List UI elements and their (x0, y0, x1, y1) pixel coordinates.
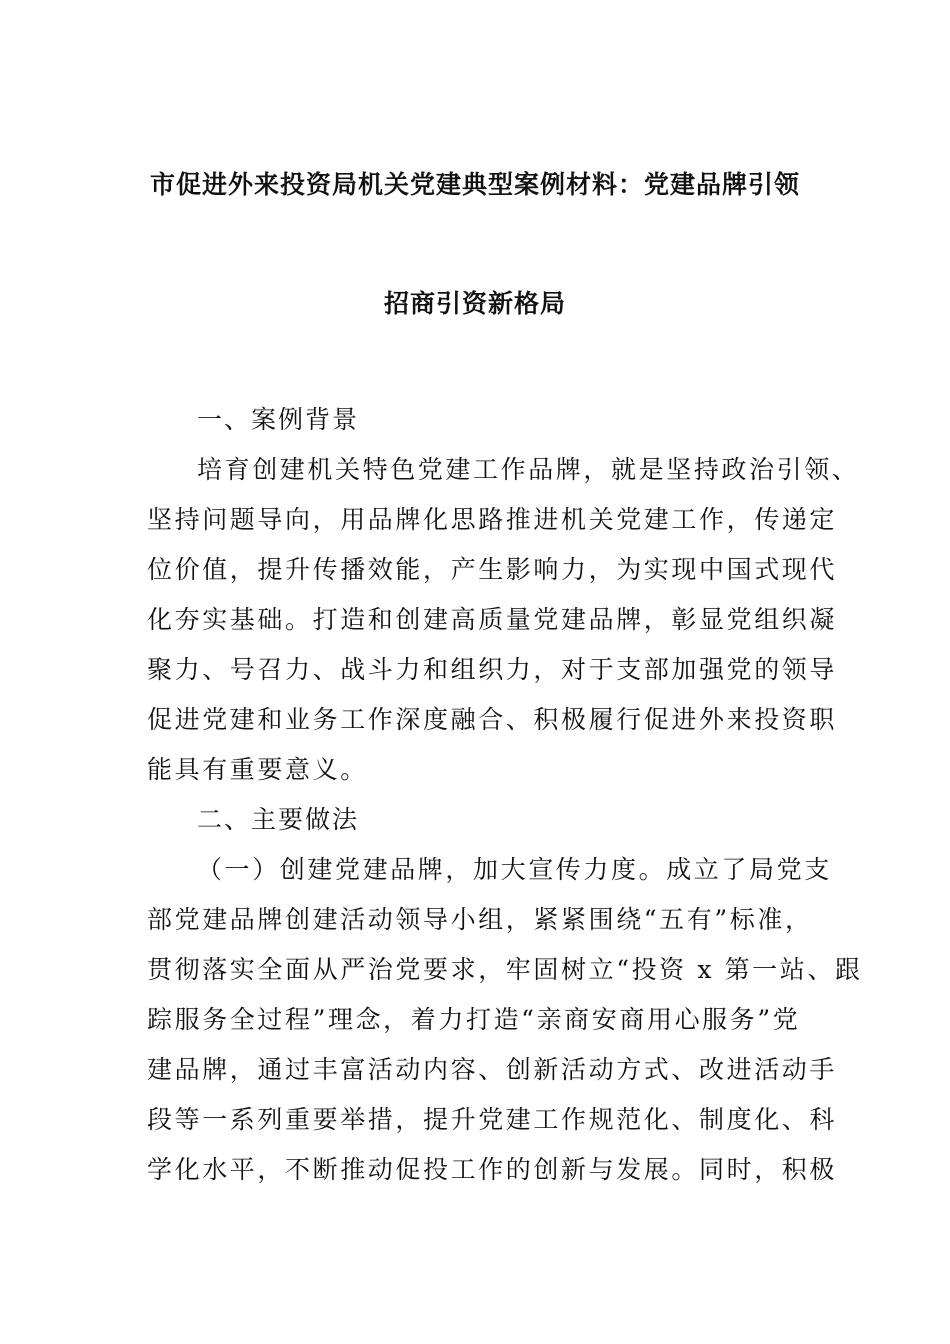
paragraph-line: 位价值，提升传播效能，产生影响力，为实现中国式现代 (147, 555, 838, 584)
paragraph-line: 部党建品牌创建活动领导小组，紧紧围绕“五有”标准， (147, 905, 813, 934)
paragraph-line: （一）创建党建品牌，加大宣传力度。成立了局党支 (197, 855, 832, 884)
paragraph-line: 踪服务全过程”理念，着力打造“亲商安商用心服务”党 (147, 1005, 801, 1034)
paragraph-line: 培育创建机关特色党建工作品牌，就是坚持政治引领、 (197, 455, 860, 484)
paragraph-line: 段等一系列重要举措，提升党建工作规范化、制度化、科 (147, 1105, 838, 1134)
paragraph-line: 化夯实基础。打造和创建高质量党建品牌，彰显党组织凝 (147, 605, 838, 634)
document-title-line-1: 市促进外来投资局机关党建典型案例材料：党建品牌引领 (149, 170, 800, 199)
paragraph-line: 坚持问题导向，用品牌化思路推进机关党建工作，传递定 (147, 505, 838, 534)
paragraph-line: 贯彻落实全面从严治党要求，牢固树立“投资 x 第一站、跟 (147, 955, 863, 984)
paragraph-line: 促进党建和业务工作深度融合、积极履行促进外来投资职 (147, 705, 838, 734)
section-heading-methods: 二、主要做法 (197, 805, 360, 834)
paragraph-line: 聚力、号召力、战斗力和组织力，对于支部加强党的领导 (147, 655, 838, 684)
paragraph-line: 建品牌，通过丰富活动内容、创新活动方式、改进活动手 (147, 1055, 838, 1084)
paragraph-line: 能具有重要意义。 (147, 755, 368, 784)
paragraph-line: 学化水平，不断推动促投工作的创新与发展。同时，积极 (147, 1155, 838, 1184)
section-heading-background: 一、案例背景 (197, 405, 360, 434)
document-title-line-2: 招商引资新格局 (383, 289, 566, 318)
